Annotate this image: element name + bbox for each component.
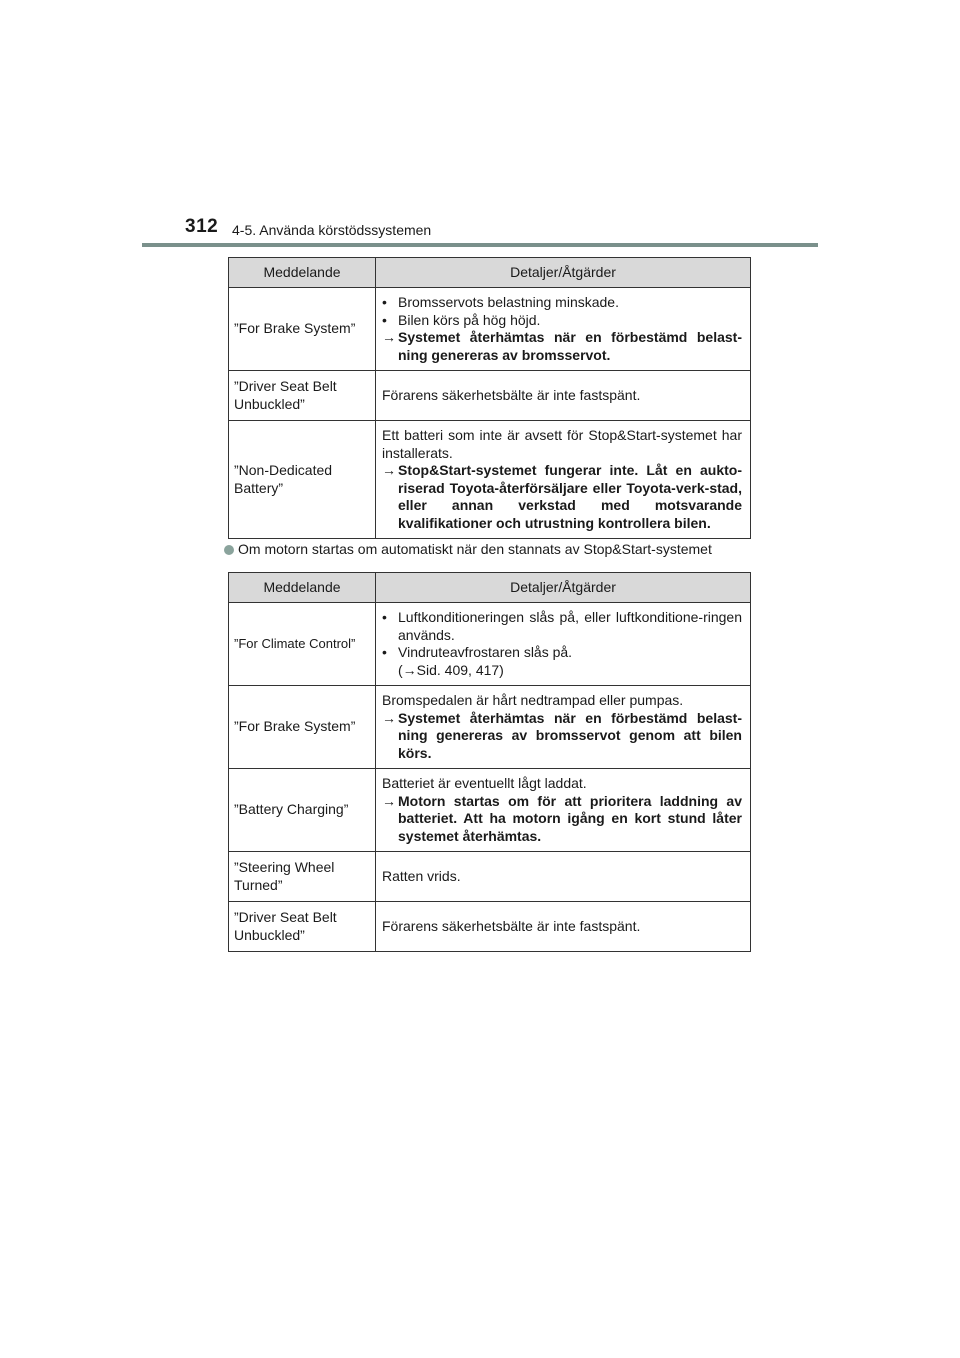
page-number: 312 — [185, 216, 219, 237]
message-cell: ”For Climate Control” — [229, 603, 376, 686]
message-cell: ”Driver Seat Belt Unbuckled” — [229, 902, 376, 952]
table-row — [229, 852, 751, 902]
table-header-row — [229, 258, 751, 288]
table-row — [229, 288, 751, 371]
bullet-circle-icon — [224, 545, 234, 555]
arrow-icon: → — [382, 709, 396, 726]
list-item: • Bilen körs på hög höjd. — [382, 311, 541, 328]
message-cell: ”Steering Wheel Turned” — [229, 852, 376, 902]
table-row — [229, 686, 751, 769]
list-item: • Bromsservots belastning minskade. — [382, 294, 619, 310]
table-header-row — [229, 573, 751, 603]
details-cell: Bromspedalen är hårt nedtrampad eller pumpas. → Systemet återhämtas när en förbestämd belast-ning genereras av bromsservot genom att bilen körs. — [376, 686, 751, 769]
message-cell: ”For Brake System” — [229, 686, 376, 769]
column-header-message: Meddelande — [229, 573, 376, 603]
table-row — [229, 371, 751, 421]
action-item: → Stop&Start-systemet fungerar inte. Låt en aukto-riserad Toyota-återförsäljare eller Toyota-verk-stad, eller annan verkstad med motsvarande kvalifikationer och utrustning kontrollera bilen. — [382, 462, 742, 531]
column-header-details: Detaljer/Åtgärder — [376, 258, 751, 288]
table-row — [229, 421, 751, 539]
message-cell: ”For Brake System” — [229, 288, 376, 371]
details-cell: Förarens säkerhetsbälte är inte fastspänt. — [376, 902, 751, 952]
details-cell: Ratten vrids. — [376, 852, 751, 902]
details-cell — [376, 603, 751, 686]
table-row — [229, 902, 751, 952]
section-lead: Om motorn startas om automatiskt när den stannats av Stop&Start-systemet — [224, 541, 712, 557]
details-cell: Batteriet är eventuellt lågt laddat. → Motorn startas om för att prioritera laddning av batteriet. Att ha motorn igång en kort stund låter systemet återhämtas. — [376, 769, 751, 852]
message-cell: ”Non-Dedicated Battery” — [229, 421, 376, 539]
column-header-details: Detaljer/Åtgärder — [376, 573, 751, 603]
details-cell: Förarens säkerhetsbälte är inte fastspänt. — [376, 371, 751, 421]
section-title: 4-5. Använda körstödssystemen — [232, 222, 432, 238]
column-header-message: Meddelande — [229, 258, 376, 288]
header-rule — [142, 243, 818, 247]
action-item: → Systemet återhämtas när en förbestämd belast-ning genereras av bromsservot genom att bilen körs. — [382, 709, 742, 761]
table-row — [229, 603, 751, 686]
arrow-icon: → — [382, 462, 396, 478]
details-cell — [376, 288, 751, 371]
arrow-icon: → — [382, 792, 396, 809]
message-cell: ”Battery Charging” — [229, 769, 376, 852]
message-table-2 — [228, 572, 751, 952]
page-reference: (→Sid. 409, 417) — [398, 661, 504, 678]
message-cell: ”Driver Seat Belt Unbuckled” — [229, 371, 376, 421]
action-item: → Systemet återhämtas när en förbestämd belast-ning genereras av bromsservot. — [382, 329, 742, 363]
arrow-icon: → — [382, 329, 396, 345]
table-row — [229, 769, 751, 852]
list-item: • Vindruteavfrostaren slås på. — [382, 644, 573, 660]
list-item: • Luftkonditioneringen slås på, eller luftkonditione-ringen används. — [382, 609, 742, 643]
action-item: → Motorn startas om för att prioritera laddning av batteriet. Att ha motorn igång en kort stund låter systemet återhämtas. — [382, 792, 742, 844]
message-table-1 — [228, 257, 751, 539]
details-cell: Ett batteri som inte är avsett för Stop&Start-systemet har installerats. → Stop&Start-systemet fungerar inte. Låt en aukto-riserad Toyota-återförsäljare eller Toyota-verk-stad, eller annan verkstad med motsvarande kvalifikationer och utrustning kontrollera bilen. — [376, 421, 751, 539]
